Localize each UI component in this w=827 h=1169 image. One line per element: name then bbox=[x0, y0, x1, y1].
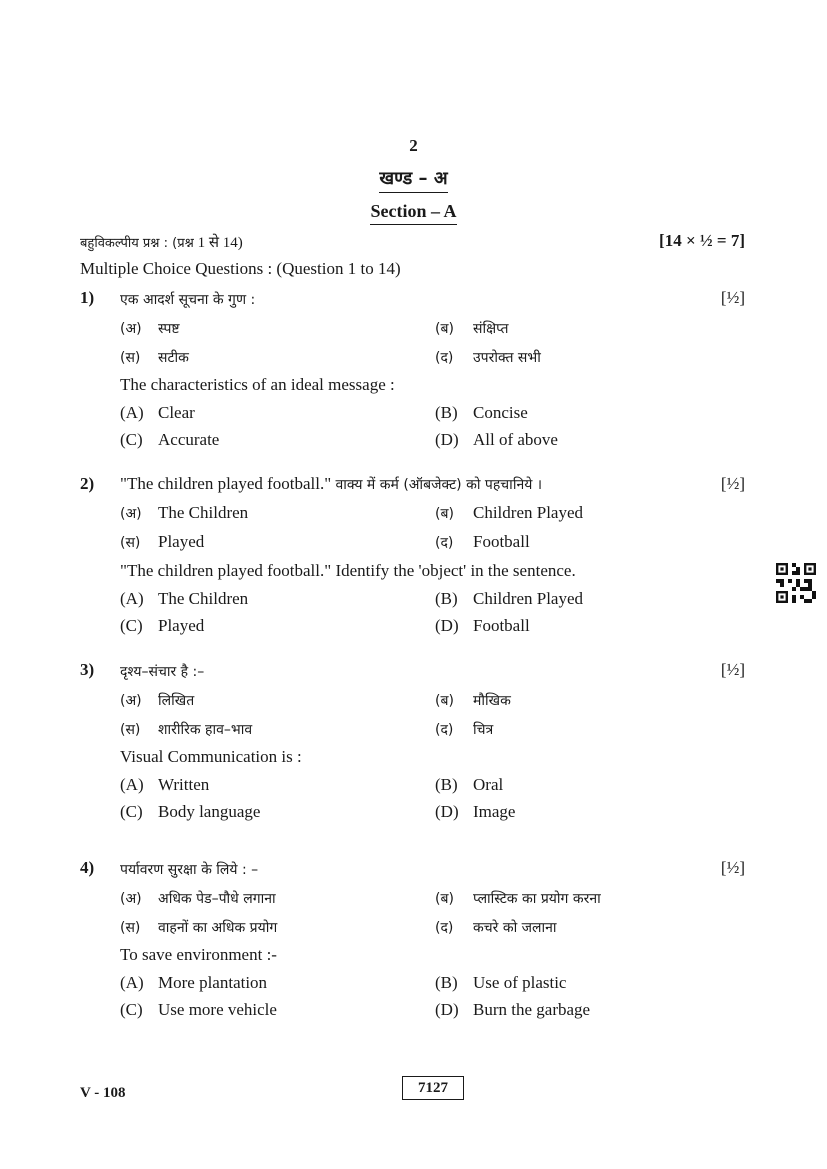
option-b-hindi: (ब) प्लास्टिक का प्रयोग करना bbox=[435, 891, 601, 907]
option-b-hindi: (ब) संक्षिप्त bbox=[435, 321, 509, 337]
option-b-english: (B) Children Played bbox=[435, 589, 584, 608]
option-c-hindi: (स) वाहनों का अधिक प्रयोग bbox=[120, 920, 278, 936]
question-number: 2) bbox=[80, 474, 95, 493]
option-c-english: (C) Body language bbox=[120, 802, 261, 821]
option-d-english: (D) All of above bbox=[435, 430, 558, 449]
question-text-english: The characteristics of an ideal message : bbox=[120, 375, 395, 394]
option-d-english: (D) Football bbox=[435, 616, 530, 635]
footer-subject-code: V - 108 bbox=[80, 1085, 126, 1101]
question-text-hindi: दृश्य–संचार है :– bbox=[120, 664, 205, 680]
option-c-english: (C) Accurate bbox=[120, 430, 220, 449]
option-a-hindi: (अ) अधिक पेड–पौधे लगाना bbox=[120, 891, 276, 907]
option-b-english: (B) Use of plastic bbox=[435, 973, 567, 992]
question-number: 1) bbox=[80, 288, 95, 307]
question-marks: [½] bbox=[720, 660, 745, 679]
option-d-hindi: (द) Football bbox=[435, 532, 530, 551]
option-b-english: (B) Concise bbox=[435, 403, 528, 422]
section-title-hindi: खण्ड – अ bbox=[0, 166, 827, 190]
option-c-hindi: (स) शारीरिक हाव–भाव bbox=[120, 722, 253, 738]
option-c-hindi: (स) Played bbox=[120, 532, 205, 551]
question-text-english: "The children played football." Identify the 'object' in the sentence. bbox=[120, 561, 576, 580]
page-number: 2 bbox=[409, 136, 418, 155]
question-text-hindi: एक आदर्श सूचना के गुण : bbox=[120, 292, 256, 308]
option-d-english: (D) Burn the garbage bbox=[435, 1000, 591, 1019]
total-marks: [14 × ½ = 7] bbox=[659, 231, 745, 250]
option-b-english: (B) Oral bbox=[435, 775, 504, 794]
question-marks: [½] bbox=[720, 288, 745, 307]
question-marks: [½] bbox=[720, 474, 745, 493]
qr-code-icon bbox=[776, 563, 816, 603]
question-text-hindi: पर्यावरण सुरक्षा के लिये : – bbox=[120, 862, 259, 878]
option-b-hindi: (ब) Children Played bbox=[435, 503, 584, 522]
option-d-hindi: (द) चित्र bbox=[435, 722, 494, 738]
option-a-hindi: (अ) The Children bbox=[120, 503, 249, 522]
option-a-hindi: (अ) स्पष्ट bbox=[120, 321, 180, 337]
option-c-english: (C) Played bbox=[120, 616, 205, 635]
option-c-english: (C) Use more vehicle bbox=[120, 1000, 277, 1019]
option-a-english: (A) Written bbox=[120, 775, 210, 794]
option-d-hindi: (द) कचरे को जलाना bbox=[435, 920, 557, 936]
footer-paper-code: 7127 bbox=[402, 1076, 464, 1100]
option-a-english: (A) Clear bbox=[120, 403, 195, 422]
option-d-hindi: (द) उपरोक्त सभी bbox=[435, 350, 541, 366]
option-a-english: (A) The Children bbox=[120, 589, 249, 608]
option-b-hindi: (ब) मौखिक bbox=[435, 693, 511, 709]
option-a-hindi: (अ) लिखित bbox=[120, 693, 195, 709]
question-marks: [½] bbox=[720, 858, 745, 877]
question-number: 3) bbox=[80, 660, 95, 679]
option-d-english: (D) Image bbox=[435, 802, 516, 821]
option-c-hindi: (स) सटीक bbox=[120, 350, 189, 366]
question-text-english: To save environment :- bbox=[120, 945, 277, 964]
question-text-english: Visual Communication is : bbox=[120, 747, 302, 766]
question-text-hindi: "The children played football." वाक्य में कर्म (ऑबजेक्ट) को पहचानिये । bbox=[120, 474, 543, 493]
intro-hindi: बहुविकल्पीय प्रश्न : (प्रश्न 1 से 14) bbox=[80, 235, 243, 251]
option-a-english: (A) More plantation bbox=[120, 973, 268, 992]
question-number: 4) bbox=[80, 858, 95, 877]
section-title-english: Section – A bbox=[0, 201, 827, 222]
intro-english: Multiple Choice Questions : (Question 1 to 14) bbox=[80, 259, 401, 278]
